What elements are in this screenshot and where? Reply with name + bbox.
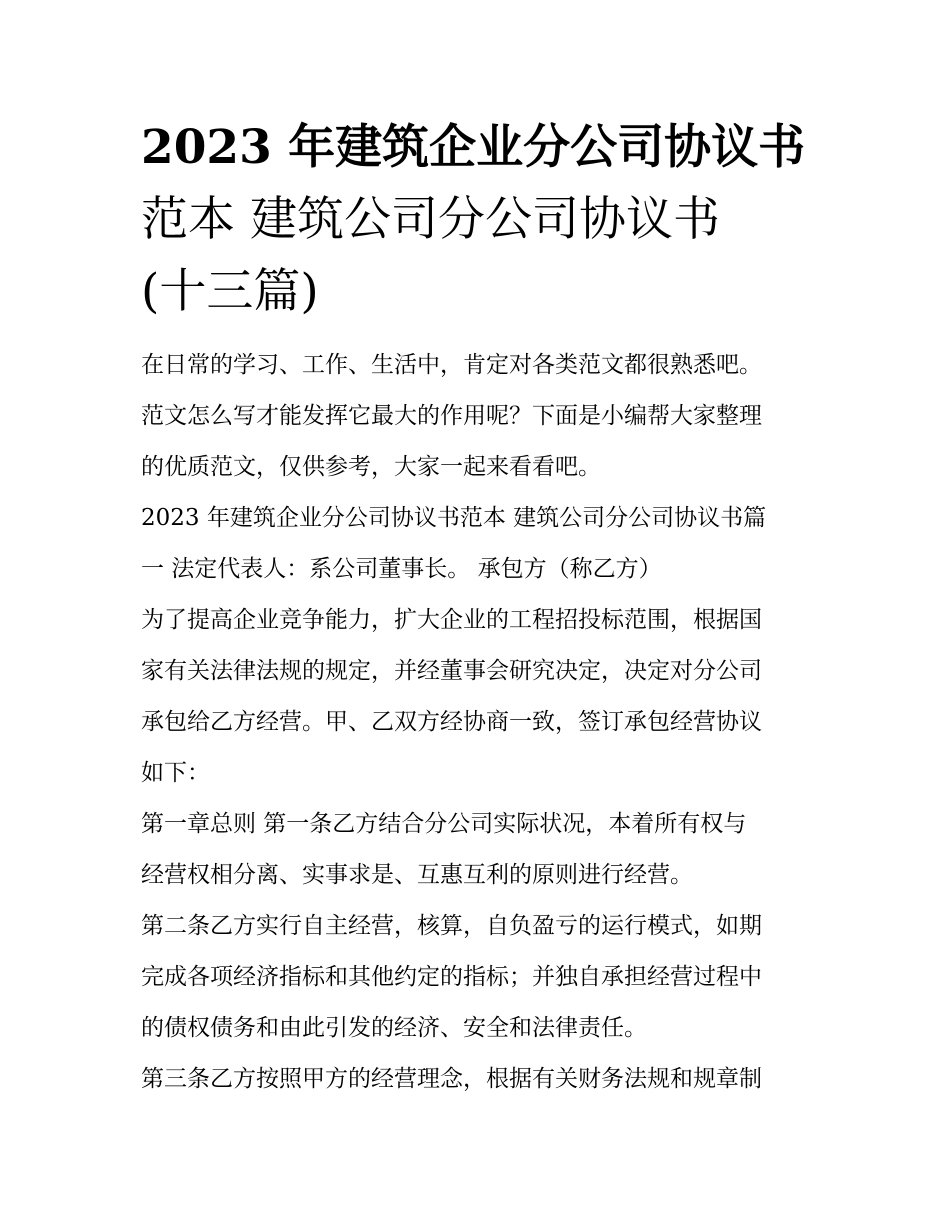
paragraph-article-1 — [141, 799, 821, 901]
text-line: 范文怎么写才能发挥它最大的作用呢？下面是小编帮大家整理 — [141, 403, 762, 429]
text-line: 第三条乙方按照甲方的经营理念，根据有关财务法规和规章制 — [141, 1066, 762, 1092]
text-line: 2023 年建筑企业分公司协议书范本 建筑公司分公司协议书篇 — [141, 505, 767, 531]
paragraph-preamble — [141, 595, 821, 799]
document-content — [141, 112, 821, 1105]
paragraph-section-heading — [141, 493, 821, 595]
text-line: 的债权债务和由此引发的经济、安全和法律责任。 — [141, 1015, 647, 1041]
text-line: 经营权相分离、实事求是、互惠互利的原则进行经营。 — [141, 862, 693, 888]
document-title — [141, 112, 821, 328]
text-line: 第二条乙方实行自主经营，核算，自负盈亏的运行模式，如期 — [141, 913, 762, 939]
text-line: 的优质范文，仅供参考，大家一起来看看吧。 — [141, 454, 601, 480]
text-line: 完成各项经济指标和其他约定的指标；并独自承担经营过程中 — [141, 964, 762, 990]
document-body — [141, 340, 821, 1105]
title-line-2: 范本 建筑公司分公司协议书 — [141, 192, 720, 247]
title-line-1: 2023 年建筑企业分公司协议书 — [141, 120, 806, 175]
text-line: 第一章总则 第一条乙方结合分公司实际状况，本着所有权与 — [141, 811, 747, 837]
text-line: 承包给乙方经营。甲、乙双方经协商一致，签订承包经营协议 — [141, 709, 762, 735]
title-line-3: (十三篇) — [141, 264, 319, 319]
paragraph-article-2 — [141, 901, 821, 1054]
paragraph-article-3 — [141, 1054, 821, 1105]
text-line: 在日常的学习、工作、生活中，肯定对各类范文都很熟悉吧。 — [141, 352, 762, 378]
text-line: 如下： — [141, 760, 210, 786]
paragraph-intro — [141, 340, 821, 493]
text-line: 家有关法律法规的规定，并经董事会研究决定，决定对分公司 — [141, 658, 762, 684]
text-line: 一 法定代表人：系公司董事长。 承包方（称乙方） — [141, 556, 662, 582]
text-line: 为了提高企业竞争能力，扩大企业的工程招投标范围，根据国 — [141, 607, 762, 633]
